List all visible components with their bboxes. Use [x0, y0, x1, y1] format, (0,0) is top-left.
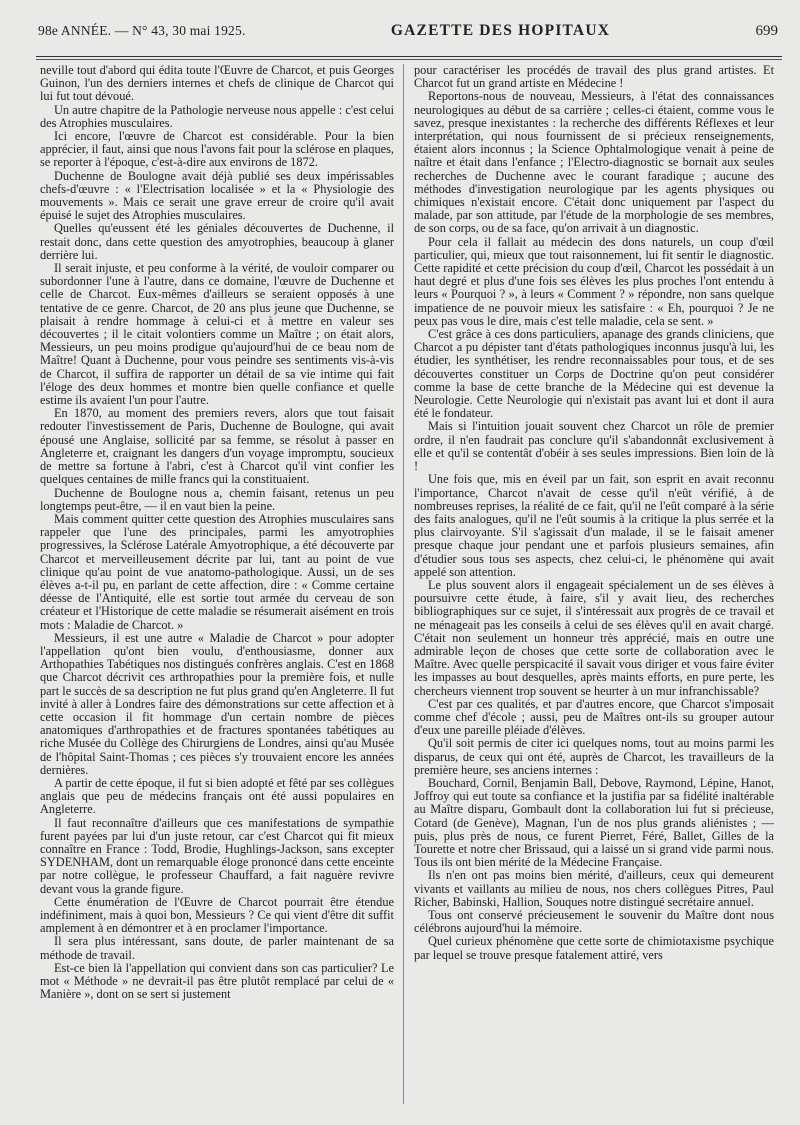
header-rule — [36, 56, 782, 57]
paragraph: Duchenne de Boulogne nous a, chemin faisant, retenus un peu longtemps peut-être, — il en vaut bien la peine. — [40, 485, 394, 513]
paragraph: Mais si l'intuition jouait souvent chez Charcot un rôle de premier ordre, il n'en faudrait pas conclure qu'il s'abandonnât exclusivement à elle et qu'il se contentât d'obéir à ses seules impressions. Bien loin de là ! — [414, 419, 774, 474]
page-header — [38, 22, 778, 52]
header-rule-thin — [36, 59, 782, 60]
paragraph: Duchenne de Boulogne avait déjà publié ses deux impérissables chefs-d'œuvre : « l'Electrisation localisée » et la « Physiologie des mouvements ». Mais ce serait une grave erreur de croire qu'il avait épuisé le sujet des Atrophies musculaires. — [40, 168, 394, 223]
column-divider — [403, 64, 404, 1104]
paragraph: Qu'il soit permis de citer ici quelques noms, tout au moins parmi les disparus, de ceux qui ont été, auprès de Charcot, les travailleurs de la première heure, ses anciens internes : — [414, 736, 774, 777]
issue-info: 98e ANNÉE. — N° 43, 30 mai 1925. — [38, 23, 246, 38]
paragraph: C'est grâce à ces dons particuliers, apanage des grands cliniciens, que Charcot a pu dépister tant d'états pathologiques inconnus jusqu'à lui, les étudier, les synthétiser, les rendre reconnaissables pour tous, et de ses découvertes constituer un Corps de Doctrine qu'on peut considérer comme la base de cette branche de la Médecine qui est devenue la Neurologie. Cette Neurologie qui n'existait pas avant lui et dont il aura été le fondateur. — [414, 327, 774, 421]
paragraph: Cette énumération de l'Œuvre de Charcot pourrait être étendue indéfiniment, mais à quoi bon, Messieurs ? Ce qui vient d'être dit suffit amplement à en démontrer et à en proclamer l'importance. — [40, 894, 394, 936]
paragraph: Ici encore, l'œuvre de Charcot est considérable. Pour la bien apprécier, il faut, ainsi que nous l'avons fait pour la sclérose en plaques, se reporter à l'époque, c'est-à-dire aux environs de 1872. — [40, 129, 394, 170]
paragraph: Pour cela il fallait au médecin des dons naturels, un coup d'œil particulier, qui, mieux que tout raisonnement, lui fit sentir le diagnostic. Cette rapidité et cette précision du coup d'œil, Charcot les possédait à un haut degré et plus d'une fois ses élèves les plus proches l'ont entendu à leurs « Pourquoi ? », à leurs « Comment ? » répondre, non sans quelque impatience de ne pouvoir mieux les satisfaire : « Eh, pourquoi ? Je ne peux pas vous le dire, mais c'est telle maladie, cela se sent. » — [414, 234, 774, 328]
paragraph: Il faut reconnaître d'ailleurs que ces manifestations de sympathie furent payées par lui d'un juste retour, car c'est Charcot qui fit mieux connaître en France : Todd, Brodie, Hughlings-Jackson, sans excepter SYDENHAM, dont un remarquable éloge prononcé dans cette enceinte par notre collègue, le professeur Chauffard, a fait naguère revivre devant vous la grande figure. — [40, 815, 394, 896]
paragraph: C'est par ces qualités, et par d'autres encore, que Charcot s'imposait comme chef d'école ; aussi, peu de Maîtres ont-ils su grouper autour d'eux une pareille pléiade d'élèves. — [414, 696, 774, 738]
paragraph: Quel curieux phénomène que cette sorte de chimiotaxisme psychique par lequel se trouve presque fatalement attiré, vers — [414, 934, 774, 962]
paragraph: Un autre chapitre de la Pathologie nerveuse nous appelle : c'est celui des Atrophies musculaires. — [40, 102, 394, 130]
paragraph: Est-ce bien là l'appellation qui convient dans son cas particulier? Le mot « Méthode » ne devrait-il pas être plutôt remplacé par celui de « Manière », dont on se sert si justement — [40, 960, 394, 1002]
right-column — [414, 64, 774, 1114]
paragraph: Bouchard, Cornil, Benjamin Ball, Debove, Raymond, Lépine, Hanot, Joffroy qui eut toute sa confiance et la justifia par sa fidélité inaltérable au Maître disparu, Gombault dont la collaboration lui fut si précieuse, Cotard (de Genève), Magnan, l'un de nos plus grands aliénistes ; — puis, plus près de nous, ce furent Pierret, Féré, Ballet, Gilles de la Tourette et notre cher Brissaud, qui a laissé un si grand vide parmi nous. Tous ils ont bien mérité de la Médecine Française. — [414, 775, 774, 870]
paragraph: En 1870, au moment des premiers revers, alors que tout faisait redouter l'investissement de Paris, Duchenne de Boulogne, qui avait épousé une Anglaise, sollicité par sa femme, se résolut à passer en Angleterre et, craignant les dangers d'un voyage impromptu, soucieux de mettre sa fortune à l'abri, c'est à Charcot qu'il vint confier les quelques centaines de mille francs qui la constituaient. — [40, 406, 394, 487]
paragraph: A partir de cette époque, il fut si bien adopté et fêté par ses collègues anglais que peu de médecins français ont été aussi populaires en Angleterre. — [40, 775, 394, 817]
paragraph: pour caractériser les procédés de travail des plus grand artistes. Et Charcot fut un grand artiste en Médecine ! — [414, 64, 774, 91]
paragraph: neville tout d'abord qui édita toute l'Œuvre de Charcot, et puis Georges Guinon, l'un des derniers internes et chefs de clinique de Charcot qui lui fut tout dévoué. — [40, 64, 394, 104]
paragraph: Mais comment quitter cette question des Atrophies musculaires sans rappeler que l'une des principales, parmi les amyotrophies progressives, la Sclérose Latérale Amyotrophique, a été découverte par Charcot et merveilleusement décrite par lui, tant au point de vue clinique qu'au point de vue anatomo-pathologique. Aussi, un de ses élèves a-t-il pu, en parlant de cette affection, dire : « Comme certaine déesse de l'Antiquité, elle est sortie tout armée du cerveau de son créateur et l'Historique de cette maladie se résumerait aisément en trois mots : Maladie de Charcot. » — [40, 511, 394, 632]
paragraph: Tous ont conservé précieusement le souvenir du Maître dont nous célébrons aujourd'hui la mémoire. — [414, 908, 774, 936]
paragraph: Une fois que, mis en éveil par un fait, son esprit en avait reconnu l'importance, Charcot n'avait de cesse qu'il n'eût vérifié, à de nombreuses reprises, la réalité de ce fait, qu'il ne l'eût comparé à la série des faits analogues, qu'il ne l'eût soumis à la critique la plus serrée et la plus clairvoyante. S'il s'agissait d'un malade, il se le faisait amener presque chaque jour pendant une et parfois plusieurs semaines, afin d'étudier sous tous ses aspects, chez celui-ci, le phénomène qui avait appelé son attention. — [414, 472, 774, 579]
paragraph: Le plus souvent alors il engageait spécialement un de ses élèves à poursuivre cette étude, à faire, s'il y avait lieu, des recherches bibliographiques sur ce sujet, il s'intéressait aux progrès de ce travail et ne ménageait pas les conseils à celui de ses élèves qu'il en avait chargé. C'était non seulement un honneur très apprécié, mais en outre une admirable leçon de choses que cette sorte de collaboration avec le Maître. Avec quelle perspicacité il savait vous diriger et vous faire éviter les impasses au bout desquelles, après maints efforts, en pure perte, les chercheurs viennent trop souvent se heurter à un mur infranchissable? — [414, 577, 774, 698]
paragraph: Messieurs, il est une autre « Maladie de Charcot » pour adopter l'appellation qu'ont bien voulu, d'enthousiasme, donner aux Arthopathies Tabétiques nos distingués confrères anglais. C'est en 1868 que Charcot décrivit ces arthropathies pour la première fois, et nulle part le succès de sa description ne fut plus grand qu'en Angleterre. Il fut invité à aller à Londres faire des démonstrations sur cette affection et à cette occasion il fit hommage d'un certain nombre de pièces anatomiques d'arthropathies et de fractures spontanées tabétiques au riche Musée du Collège des Chirurgiens de Londres, ainsi qu'au Musée de l'hôpital Saint-Thomas ; ces pièces s'y trouvaient encore les années dernières. — [40, 630, 394, 777]
journal-title: GAZETTE DES HOPITAUX — [390, 22, 611, 39]
paragraph: Ils n'en ont pas moins bien mérité, d'ailleurs, ceux qui demeurent vivants et vaillants au milieu de nous, nos chers collègues Pitres, Paul Richer, Babinski, Hallion, Souques notre distingué secrétaire annuel. — [414, 868, 774, 909]
paragraph: Il serait injuste, et peu conforme à la vérité, de vouloir comparer ou subordonner l'une à l'autre, dans ce domaine, l'œuvre de Duchenne et celle de Charcot. Eux-mêmes d'ailleurs se seraient opposés à une tentative de ce genre. Charcot, de 20 ans plus jeune que Duchenne, se plaisait à rendre hommage à celui-ci et à mettre en valeur ses découvertes ; il le citait volontiers comme un Maître ; on était alors, Messieurs, un peu moins prodigue qu'aujourd'hui de ce beau nom de Maître! Quant à Duchenne, pour vous peindre ses sentiments vis-à-vis de Charcot, il suffira de rapporter un détail de sa vie intime qui fait l'éloge des deux hommes et montre bien quelle confiance et quelle estime ils avaient l'un pour l'autre. — [40, 261, 394, 408]
left-column — [40, 64, 394, 1114]
paragraph: Il sera plus intéressant, sans doute, de parler maintenant de sa méthode de travail. — [40, 934, 394, 962]
paragraph: Reportons-nous de nouveau, Messieurs, à l'état des connaissances neurologiques au début de sa carrière ; celles-ci étaient, comme vous le savez, presque inexistantes : la recherche des différents Réflexes et leur interprétation, qui nous fournissent de si précieux renseignements, étaient alors inconnus ; la Science Ophtalmologique venait à peine de naître et était dans l'enfance ; l'Electro-diagnostic se bornait aux seules recherches de Duchenne avec le courant faradique ; aucune des méthodes d'investigation neurologique par les agents physiques ou chimiques n'existait encore. C'était donc uniquement par l'aspect du malade, par son attitude, par l'étude de la morphologie de ses membres, de son corps, ou de sa face, qu'on arrivait à un diagnostic. — [414, 89, 774, 236]
paragraph: Quelles qu'eussent été les géniales découvertes de Duchenne, il restait donc, dans cette question des amyotrophies, beaucoup à glaner derrière lui. — [40, 221, 394, 262]
page-number: 699 — [755, 23, 778, 39]
